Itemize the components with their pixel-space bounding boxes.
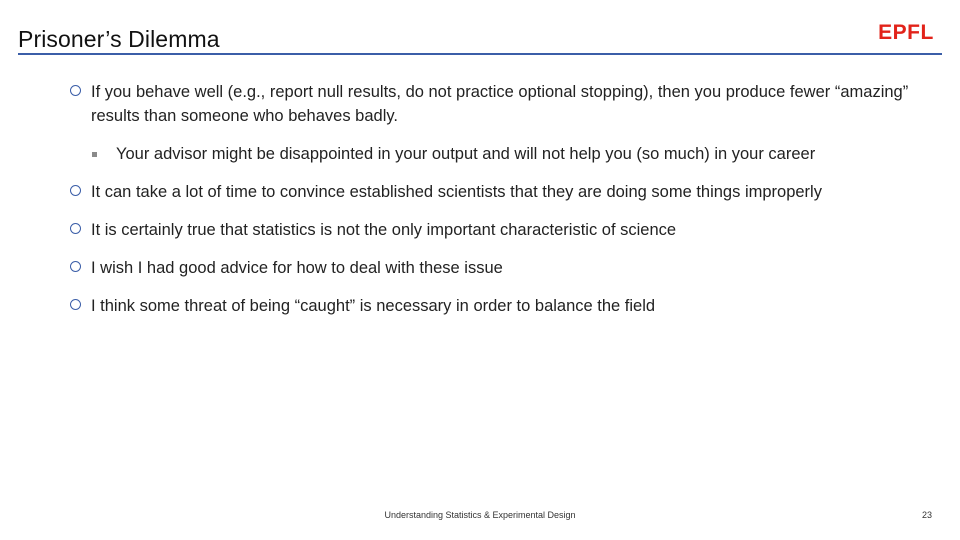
bullet-item-2 [68, 180, 938, 204]
circle-bullet-icon [70, 299, 81, 310]
slide-title: Prisoner’s Dilemma [18, 26, 220, 52]
bullet-item-5 [68, 294, 938, 318]
circle-bullet-icon [70, 185, 81, 196]
bullet-text: I think some threat of being “caught” is necessary in order to balance the field [91, 297, 656, 315]
bullet-text: It is certainly true that statistics is not the only important characteristic of science [91, 221, 677, 239]
bullet-text: It can take a lot of time to convince established scientists that they are doing some things improperly [91, 183, 822, 201]
bullet-list [68, 80, 938, 332]
sub-bullet-item-1 [68, 142, 938, 166]
title-divider [18, 53, 942, 55]
sub-bullet-text: Your advisor might be disappointed in your output and will not help you (so much) in your career [116, 145, 816, 163]
footer-text: Understanding Statistics & Experimental Design [384, 510, 576, 520]
footer-text-container [0, 510, 960, 520]
circle-bullet-icon [70, 223, 81, 234]
epfl-logo-text: EPFL [878, 21, 934, 42]
circle-bullet-icon [70, 85, 81, 96]
bullet-text: I wish I had good advice for how to deal with these issue [91, 259, 503, 277]
bullet-item-3 [68, 218, 938, 242]
bullet-text: If you behave well (e.g., report null results, do not practice optional stopping), then you produce fewer “amazing” results than someone who behaves badly. [91, 83, 909, 125]
circle-bullet-icon [70, 261, 81, 272]
bullet-item-1 [68, 80, 938, 128]
epfl-logo [878, 20, 934, 42]
bullet-item-4 [68, 256, 938, 280]
page-number: 23 [921, 510, 932, 520]
square-bullet-icon [92, 152, 97, 157]
